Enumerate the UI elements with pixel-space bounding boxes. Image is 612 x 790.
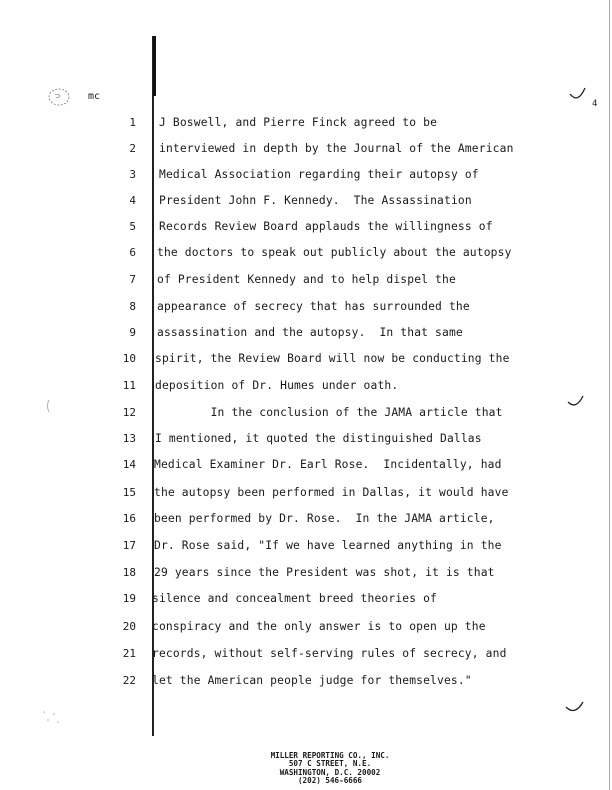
- check-mark-2: [566, 394, 586, 410]
- line-number: 9: [129, 326, 136, 339]
- transcript-line: interviewed in depth by the Journal of the American: [159, 142, 514, 155]
- transcript-line: records, without self-serving rules of secrecy, and: [152, 647, 507, 660]
- reporter-initials: mc: [88, 91, 101, 102]
- line-number: 17: [122, 539, 136, 552]
- footer-company: MILLER REPORTING CO., INC.: [270, 751, 390, 760]
- transcript-line: the autopsy been performed in Dallas, it would have: [154, 486, 509, 499]
- reporting-company-footer: [230, 752, 430, 786]
- line-number: 6: [129, 246, 136, 259]
- transcript-line: J Boswell, and Pierre Finck agreed to be: [159, 116, 438, 129]
- line-number: 3: [129, 168, 136, 181]
- line-number: 7: [129, 273, 136, 286]
- line-number: 15: [122, 486, 136, 499]
- transcript-line: been performed by Dr. Rose. In the JAMA article,: [154, 512, 495, 525]
- line-number: 11: [122, 379, 136, 392]
- footer-city: WASHINGTON, D.C. 20002: [279, 767, 381, 777]
- line-number: 12: [122, 406, 136, 419]
- footer-phone: (202) 546-6666: [297, 776, 362, 786]
- transcript-line: appearance of secrecy that has surrounded the: [157, 300, 470, 313]
- line-number: 2: [129, 142, 136, 155]
- line-number: 4: [129, 194, 136, 207]
- speck-mark: [44, 398, 54, 416]
- page-number: 4: [592, 99, 598, 109]
- line-number: 14: [122, 458, 136, 471]
- page-edge: [609, 0, 610, 790]
- transcript-line: In the conclusion of the JAMA article that: [155, 406, 503, 419]
- line-number: 22: [122, 674, 136, 687]
- transcript-line: let the American people judge for themselves.": [152, 674, 472, 687]
- transcript-line: conspiracy and the only answer is to open up the: [152, 620, 486, 633]
- line-number: 1: [129, 116, 136, 129]
- check-mark-3: [564, 700, 586, 716]
- transcript-line: assassination and the autopsy. In that same: [157, 326, 463, 339]
- transcript-line: the doctors to speak out publicly about the autopsy: [157, 246, 512, 259]
- transcript-line: silence and concealment breed theories of: [152, 592, 438, 605]
- line-number: 13: [122, 432, 136, 445]
- transcript-line: Records Review Board applauds the willingness of: [159, 220, 493, 233]
- speck-mark: [40, 708, 64, 728]
- transcript-line: deposition of Dr. Humes under oath.: [155, 379, 399, 392]
- line-number: 21: [122, 647, 136, 660]
- stamp-mark: [46, 86, 72, 108]
- line-number: 8: [129, 300, 136, 313]
- margin-rule-top: [153, 36, 156, 96]
- footer-street: 507 C STREET, N.E.: [288, 759, 372, 769]
- line-number: 5: [129, 220, 136, 233]
- line-number: 10: [122, 352, 136, 365]
- transcript-line: Medical Association regarding their autopsy of: [159, 168, 479, 181]
- line-number: 19: [122, 592, 136, 605]
- line-number: 16: [122, 512, 136, 525]
- transcript-line: Dr. Rose said, "If we have learned anything in the: [154, 539, 502, 552]
- transcript-line: of President Kennedy and to help dispel the: [157, 273, 456, 286]
- line-number: 20: [122, 620, 136, 633]
- transcript-line: Medical Examiner Dr. Earl Rose. Incidentally, had: [154, 458, 502, 471]
- transcript-line: President John F. Kennedy. The Assassination: [159, 194, 472, 207]
- check-mark-1: [568, 86, 588, 102]
- transcript-line: spirit, the Review Board will now be conducting the: [155, 352, 510, 365]
- transcript-line: 29 years since the President was shot, it is that: [154, 566, 495, 579]
- line-number: 18: [122, 566, 136, 579]
- transcript-line: I mentioned, it quoted the distinguished Dallas: [155, 432, 482, 445]
